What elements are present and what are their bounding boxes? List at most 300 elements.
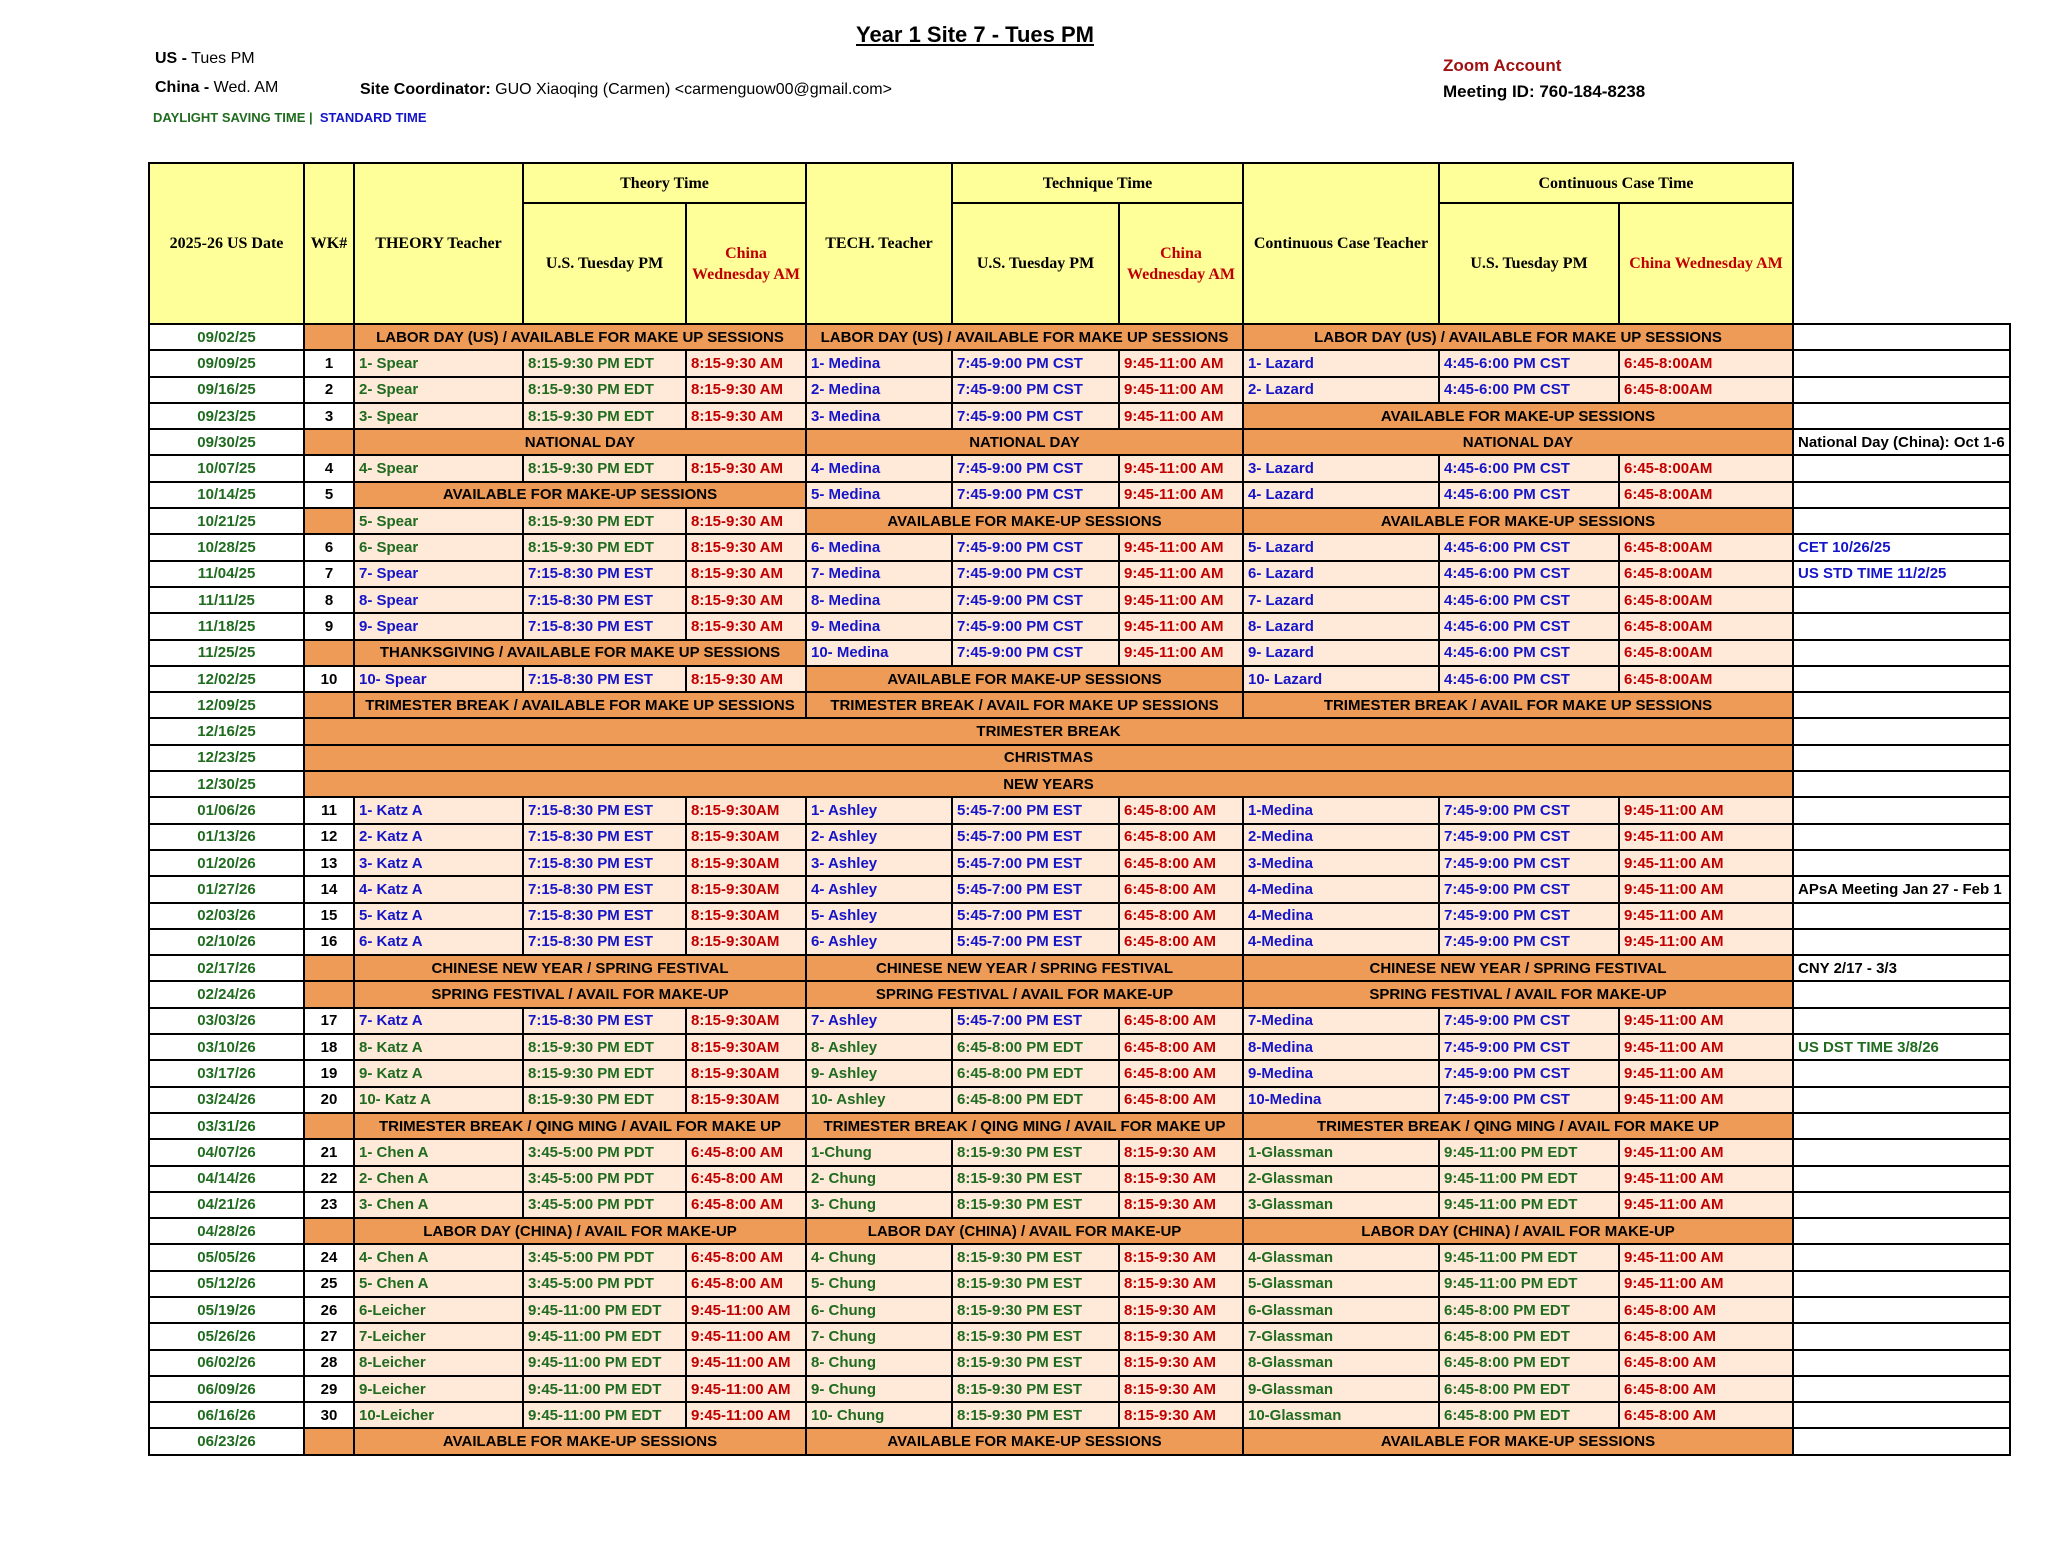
cc-teacher: 6-Glassman xyxy=(1243,1297,1439,1323)
row-event-full: NEW YEARS xyxy=(304,771,1793,797)
tech-teacher: 10- Ashley xyxy=(806,1087,952,1113)
tech-event: CHINESE NEW YEAR / SPRING FESTIVAL xyxy=(806,955,1243,981)
row-note xyxy=(1793,745,2010,771)
table-row xyxy=(149,955,2010,981)
cc-teacher: 1-Medina xyxy=(1243,797,1439,823)
theory-event: TRIMESTER BREAK / AVAILABLE FOR MAKE UP SESSIONS xyxy=(354,692,806,718)
tech-teacher: 5- Medina xyxy=(806,482,952,508)
table-row xyxy=(149,640,2010,666)
cc-teacher: 8- Lazard xyxy=(1243,613,1439,639)
table-row xyxy=(149,1297,2010,1323)
legend-std: STANDARD TIME xyxy=(319,110,427,125)
theory-teacher: 3- Katz A xyxy=(354,850,523,876)
row-week xyxy=(304,981,354,1007)
tech-us-time: 5:45-7:00 PM EST xyxy=(952,850,1119,876)
row-week: 25 xyxy=(304,1271,354,1297)
col-cc-time: Continuous Case Time xyxy=(1439,163,1793,203)
theory-us-time: 9:45-11:00 PM EDT xyxy=(523,1323,686,1349)
theory-china-time: 8:15-9:30AM xyxy=(686,929,806,955)
legend-dst: DAYLIGHT SAVING TIME | xyxy=(153,110,313,125)
theory-teacher: 7- Katz A xyxy=(354,1008,523,1034)
row-week xyxy=(304,508,354,534)
tech-teacher: 5- Chung xyxy=(806,1271,952,1297)
row-date: 02/24/26 xyxy=(149,981,304,1007)
cc-china-time: 6:45-8:00AM xyxy=(1619,613,1793,639)
row-date: 04/07/26 xyxy=(149,1139,304,1165)
row-week: 11 xyxy=(304,797,354,823)
tech-china-time: 9:45-11:00 AM xyxy=(1119,350,1243,376)
cc-teacher: 1-Glassman xyxy=(1243,1139,1439,1165)
theory-us-time: 8:15-9:30 PM EDT xyxy=(523,508,686,534)
tech-us-time: 7:45-9:00 PM CST xyxy=(952,455,1119,481)
cc-us-time: 7:45-9:00 PM CST xyxy=(1439,903,1619,929)
row-week: 5 xyxy=(304,482,354,508)
tech-teacher: 2- Medina xyxy=(806,377,952,403)
table-row xyxy=(149,1166,2010,1192)
table-row xyxy=(149,876,2010,902)
cc-china-time: 6:45-8:00AM xyxy=(1619,587,1793,613)
cc-teacher: 4-Medina xyxy=(1243,929,1439,955)
tech-us-time: 7:45-9:00 PM CST xyxy=(952,482,1119,508)
theory-teacher: 10- Katz A xyxy=(354,1087,523,1113)
row-date: 01/06/26 xyxy=(149,797,304,823)
cc-us-time: 4:45-6:00 PM CST xyxy=(1439,561,1619,587)
cc-us-time: 4:45-6:00 PM CST xyxy=(1439,640,1619,666)
tech-china-time: 9:45-11:00 AM xyxy=(1119,403,1243,429)
theory-us-time: 7:15-8:30 PM EST xyxy=(523,929,686,955)
theory-china-time: 6:45-8:00 AM xyxy=(686,1166,806,1192)
tech-us-time: 8:15-9:30 PM EST xyxy=(952,1244,1119,1270)
tech-us-time: 7:45-9:00 PM CST xyxy=(952,587,1119,613)
row-week: 2 xyxy=(304,377,354,403)
tech-us-time: 8:15-9:30 PM EST xyxy=(952,1297,1119,1323)
theory-us-time: 9:45-11:00 PM EDT xyxy=(523,1350,686,1376)
row-week: 1 xyxy=(304,350,354,376)
cc-us-time: 6:45-8:00 PM EDT xyxy=(1439,1402,1619,1428)
row-date: 05/05/26 xyxy=(149,1244,304,1270)
row-note xyxy=(1793,666,2010,692)
cc-teacher: 7- Lazard xyxy=(1243,587,1439,613)
tech-china-time: 9:45-11:00 AM xyxy=(1119,587,1243,613)
cc-teacher: 10-Glassman xyxy=(1243,1402,1439,1428)
table-row xyxy=(149,1060,2010,1086)
table-row xyxy=(149,613,2010,639)
tech-us-time: 5:45-7:00 PM EST xyxy=(952,876,1119,902)
theory-us-time: 7:15-8:30 PM EST xyxy=(523,876,686,902)
row-note xyxy=(1793,1087,2010,1113)
theory-teacher: 10- Spear xyxy=(354,666,523,692)
row-note xyxy=(1793,587,2010,613)
tech-teacher: 9- Chung xyxy=(806,1376,952,1402)
tech-event: TRIMESTER BREAK / QING MING / AVAIL FOR MAKE UP xyxy=(806,1113,1243,1139)
tech-teacher: 4- Medina xyxy=(806,455,952,481)
cc-us-time: 9:45-11:00 PM EDT xyxy=(1439,1244,1619,1270)
table-row xyxy=(149,1350,2010,1376)
tech-event: AVAILABLE FOR MAKE-UP SESSIONS xyxy=(806,666,1243,692)
theory-china-time: 6:45-8:00 AM xyxy=(686,1271,806,1297)
tech-us-time: 8:15-9:30 PM EST xyxy=(952,1139,1119,1165)
tech-teacher: 10- Medina xyxy=(806,640,952,666)
theory-teacher: 1- Katz A xyxy=(354,797,523,823)
row-note xyxy=(1793,350,2010,376)
table-row xyxy=(149,797,2010,823)
tech-china-time: 9:45-11:00 AM xyxy=(1119,455,1243,481)
us-session-label: US - Tues PM xyxy=(155,50,255,67)
table-row xyxy=(149,1323,2010,1349)
theory-us-time: 8:15-9:30 PM EDT xyxy=(523,455,686,481)
theory-us-time: 8:15-9:30 PM EDT xyxy=(523,1060,686,1086)
row-note xyxy=(1793,929,2010,955)
table-row xyxy=(149,350,2010,376)
tech-china-time: 6:45-8:00 AM xyxy=(1119,1008,1243,1034)
table-row xyxy=(149,1376,2010,1402)
row-date: 03/31/26 xyxy=(149,1113,304,1139)
tech-teacher: 6- Ashley xyxy=(806,929,952,955)
cc-china-time: 6:45-8:00 AM xyxy=(1619,1376,1793,1402)
cc-teacher: 4-Glassman xyxy=(1243,1244,1439,1270)
row-date: 09/09/25 xyxy=(149,350,304,376)
theory-teacher: 7- Spear xyxy=(354,561,523,587)
tech-teacher: 3- Medina xyxy=(806,403,952,429)
row-week xyxy=(304,692,354,718)
cc-china-time: 6:45-8:00AM xyxy=(1619,482,1793,508)
tech-china-time: 6:45-8:00 AM xyxy=(1119,929,1243,955)
theory-us-time: 3:45-5:00 PM PDT xyxy=(523,1271,686,1297)
row-date: 10/14/25 xyxy=(149,482,304,508)
theory-teacher: 1- Spear xyxy=(354,350,523,376)
row-date: 05/19/26 xyxy=(149,1297,304,1323)
row-date: 09/23/25 xyxy=(149,403,304,429)
cc-event: LABOR DAY (CHINA) / AVAIL FOR MAKE-UP xyxy=(1243,1218,1793,1244)
cc-us-time: 6:45-8:00 PM EDT xyxy=(1439,1297,1619,1323)
col-cc-us: U.S. Tuesday PM xyxy=(1439,203,1619,324)
row-date: 09/16/25 xyxy=(149,377,304,403)
theory-us-time: 7:15-8:30 PM EST xyxy=(523,824,686,850)
cc-china-time: 9:45-11:00 AM xyxy=(1619,1008,1793,1034)
table-row xyxy=(149,666,2010,692)
cc-teacher: 4- Lazard xyxy=(1243,482,1439,508)
tech-us-time: 5:45-7:00 PM EST xyxy=(952,903,1119,929)
theory-us-time: 7:15-8:30 PM EST xyxy=(523,587,686,613)
table-row xyxy=(149,1034,2010,1060)
cc-us-time: 9:45-11:00 PM EDT xyxy=(1439,1271,1619,1297)
cc-event: SPRING FESTIVAL / AVAIL FOR MAKE-UP xyxy=(1243,981,1793,1007)
tech-teacher: 8- Medina xyxy=(806,587,952,613)
tech-teacher: 7- Medina xyxy=(806,561,952,587)
theory-china-time: 8:15-9:30 AM xyxy=(686,666,806,692)
tech-teacher: 6- Medina xyxy=(806,534,952,560)
cc-china-time: 9:45-11:00 AM xyxy=(1619,1060,1793,1086)
row-week: 6 xyxy=(304,534,354,560)
row-date: 03/03/26 xyxy=(149,1008,304,1034)
row-date: 01/20/26 xyxy=(149,850,304,876)
row-week: 16 xyxy=(304,929,354,955)
cc-us-time: 4:45-6:00 PM CST xyxy=(1439,482,1619,508)
row-date: 02/17/26 xyxy=(149,955,304,981)
row-date: 06/16/26 xyxy=(149,1402,304,1428)
row-date: 06/09/26 xyxy=(149,1376,304,1402)
row-date: 12/30/25 xyxy=(149,771,304,797)
theory-event: LABOR DAY (CHINA) / AVAIL FOR MAKE-UP xyxy=(354,1218,806,1244)
theory-china-time: 8:15-9:30 AM xyxy=(686,403,806,429)
tech-teacher: 1- Medina xyxy=(806,350,952,376)
theory-us-time: 3:45-5:00 PM PDT xyxy=(523,1139,686,1165)
tech-teacher: 8- Chung xyxy=(806,1350,952,1376)
cc-event: NATIONAL DAY xyxy=(1243,429,1793,455)
row-date: 02/10/26 xyxy=(149,929,304,955)
cc-china-time: 9:45-11:00 AM xyxy=(1619,1271,1793,1297)
theory-teacher: 7-Leicher xyxy=(354,1323,523,1349)
row-note xyxy=(1793,455,2010,481)
tech-china-time: 8:15-9:30 AM xyxy=(1119,1297,1243,1323)
cc-china-time: 9:45-11:00 AM xyxy=(1619,1166,1793,1192)
tech-us-time: 7:45-9:00 PM CST xyxy=(952,534,1119,560)
row-week: 20 xyxy=(304,1087,354,1113)
row-week xyxy=(304,324,354,350)
table-row xyxy=(149,903,2010,929)
table-row xyxy=(149,1244,2010,1270)
tech-china-time: 8:15-9:30 AM xyxy=(1119,1271,1243,1297)
row-note xyxy=(1793,771,2010,797)
theory-china-time: 8:15-9:30 AM xyxy=(686,350,806,376)
row-week: 23 xyxy=(304,1192,354,1218)
row-note: US STD TIME 11/2/25 xyxy=(1793,561,2010,587)
row-week: 21 xyxy=(304,1139,354,1165)
row-note xyxy=(1793,797,2010,823)
theory-china-time: 8:15-9:30AM xyxy=(686,1087,806,1113)
row-date: 10/07/25 xyxy=(149,455,304,481)
row-note: APsA Meeting Jan 27 - Feb 1 xyxy=(1793,876,2010,902)
col-theory-time: Theory Time xyxy=(523,163,806,203)
cc-teacher: 9-Medina xyxy=(1243,1060,1439,1086)
theory-us-time: 8:15-9:30 PM EDT xyxy=(523,377,686,403)
tech-teacher: 2- Chung xyxy=(806,1166,952,1192)
table-row xyxy=(149,403,2010,429)
row-week: 12 xyxy=(304,824,354,850)
cc-teacher: 7-Glassman xyxy=(1243,1323,1439,1349)
cc-china-time: 9:45-11:00 AM xyxy=(1619,1034,1793,1060)
col-tech-time: Technique Time xyxy=(952,163,1243,203)
cc-event: AVAILABLE FOR MAKE-UP SESSIONS xyxy=(1243,1428,1793,1454)
tech-china-time: 6:45-8:00 AM xyxy=(1119,1060,1243,1086)
theory-us-time: 7:15-8:30 PM EST xyxy=(523,850,686,876)
cc-teacher: 5-Glassman xyxy=(1243,1271,1439,1297)
cc-teacher: 5- Lazard xyxy=(1243,534,1439,560)
theory-china-time: 8:15-9:30 AM xyxy=(686,455,806,481)
table-row xyxy=(149,981,2010,1007)
theory-china-time: 6:45-8:00 AM xyxy=(686,1192,806,1218)
theory-us-time: 8:15-9:30 PM EDT xyxy=(523,403,686,429)
tech-china-time: 8:15-9:30 AM xyxy=(1119,1350,1243,1376)
table-row xyxy=(149,718,2010,744)
theory-teacher: 4- Spear xyxy=(354,455,523,481)
theory-us-time: 8:15-9:30 PM EDT xyxy=(523,1034,686,1060)
cc-china-time: 6:45-8:00 AM xyxy=(1619,1297,1793,1323)
theory-event: AVAILABLE FOR MAKE-UP SESSIONS xyxy=(354,482,806,508)
row-date: 11/11/25 xyxy=(149,587,304,613)
cc-teacher: 2-Glassman xyxy=(1243,1166,1439,1192)
row-note: US DST TIME 3/8/26 xyxy=(1793,1034,2010,1060)
row-note xyxy=(1793,324,2010,350)
tech-event: TRIMESTER BREAK / AVAIL FOR MAKE UP SESSIONS xyxy=(806,692,1243,718)
cc-us-time: 4:45-6:00 PM CST xyxy=(1439,587,1619,613)
tech-event: LABOR DAY (US) / AVAILABLE FOR MAKE UP SESSIONS xyxy=(806,324,1243,350)
theory-china-time: 8:15-9:30 AM xyxy=(686,534,806,560)
tech-teacher: 3- Ashley xyxy=(806,850,952,876)
col-tech-teacher: TECH. Teacher xyxy=(806,163,952,324)
tech-china-time: 9:45-11:00 AM xyxy=(1119,613,1243,639)
table-row xyxy=(149,1402,2010,1428)
tech-event: AVAILABLE FOR MAKE-UP SESSIONS xyxy=(806,508,1243,534)
row-date: 11/04/25 xyxy=(149,561,304,587)
cc-us-time: 7:45-9:00 PM CST xyxy=(1439,1087,1619,1113)
row-note xyxy=(1793,903,2010,929)
tech-us-time: 7:45-9:00 PM CST xyxy=(952,377,1119,403)
theory-china-time: 8:15-9:30 AM xyxy=(686,508,806,534)
row-date: 02/03/26 xyxy=(149,903,304,929)
tech-us-time: 5:45-7:00 PM EST xyxy=(952,929,1119,955)
row-note: CET 10/26/25 xyxy=(1793,534,2010,560)
cc-china-time: 9:45-11:00 AM xyxy=(1619,824,1793,850)
zoom-meeting-id: Meeting ID: 760-184-8238 xyxy=(1443,82,1646,101)
col-cc-cn: China Wednesday AM xyxy=(1619,203,1793,324)
tech-china-time: 6:45-8:00 AM xyxy=(1119,1087,1243,1113)
theory-event: NATIONAL DAY xyxy=(354,429,806,455)
table-row xyxy=(149,1113,2010,1139)
row-date: 03/24/26 xyxy=(149,1087,304,1113)
row-note xyxy=(1793,692,2010,718)
row-week: 14 xyxy=(304,876,354,902)
row-week: 3 xyxy=(304,403,354,429)
theory-event: THANKSGIVING / AVAILABLE FOR MAKE UP SESSIONS xyxy=(354,640,806,666)
theory-us-time: 3:45-5:00 PM PDT xyxy=(523,1166,686,1192)
tech-teacher: 9- Ashley xyxy=(806,1060,952,1086)
theory-teacher: 4- Katz A xyxy=(354,876,523,902)
china-session-label: China - Wed. AM xyxy=(155,79,279,96)
theory-us-time: 7:15-8:30 PM EST xyxy=(523,1008,686,1034)
row-note xyxy=(1793,1008,2010,1034)
table-row xyxy=(149,1271,2010,1297)
theory-china-time: 8:15-9:30AM xyxy=(686,1060,806,1086)
tech-china-time: 6:45-8:00 AM xyxy=(1119,850,1243,876)
theory-china-time: 8:15-9:30AM xyxy=(686,1034,806,1060)
row-week xyxy=(304,1428,354,1454)
row-week: 29 xyxy=(304,1376,354,1402)
table-row xyxy=(149,1428,2010,1454)
table-row xyxy=(149,1087,2010,1113)
theory-teacher: 2- Katz A xyxy=(354,824,523,850)
table-row xyxy=(149,561,2010,587)
row-week: 30 xyxy=(304,1402,354,1428)
row-week xyxy=(304,955,354,981)
cc-event: TRIMESTER BREAK / QING MING / AVAIL FOR MAKE UP xyxy=(1243,1113,1793,1139)
tech-us-time: 7:45-9:00 PM CST xyxy=(952,403,1119,429)
cc-teacher: 3-Medina xyxy=(1243,850,1439,876)
row-event-full: TRIMESTER BREAK xyxy=(304,718,1793,744)
col-cc-teacher: Continuous Case Teacher xyxy=(1243,163,1439,324)
theory-us-time: 9:45-11:00 PM EDT xyxy=(523,1297,686,1323)
row-note xyxy=(1793,1350,2010,1376)
table-row xyxy=(149,929,2010,955)
theory-china-time: 8:15-9:30 AM xyxy=(686,587,806,613)
cc-us-time: 6:45-8:00 PM EDT xyxy=(1439,1376,1619,1402)
row-week: 8 xyxy=(304,587,354,613)
col-theory-cn: China Wednesday AM xyxy=(686,203,806,324)
tech-china-time: 8:15-9:30 AM xyxy=(1119,1376,1243,1402)
tech-teacher: 1- Ashley xyxy=(806,797,952,823)
cc-teacher: 4-Medina xyxy=(1243,903,1439,929)
row-note xyxy=(1793,508,2010,534)
theory-teacher: 4- Chen A xyxy=(354,1244,523,1270)
theory-us-time: 7:15-8:30 PM EST xyxy=(523,613,686,639)
tech-us-time: 8:15-9:30 PM EST xyxy=(952,1192,1119,1218)
row-date: 04/21/26 xyxy=(149,1192,304,1218)
row-week: 13 xyxy=(304,850,354,876)
tech-china-time: 8:15-9:30 AM xyxy=(1119,1402,1243,1428)
row-note xyxy=(1793,1218,2010,1244)
theory-china-time: 8:15-9:30 AM xyxy=(686,613,806,639)
cc-teacher: 10- Lazard xyxy=(1243,666,1439,692)
theory-teacher: 6- Spear xyxy=(354,534,523,560)
cc-us-time: 4:45-6:00 PM CST xyxy=(1439,377,1619,403)
theory-event: AVAILABLE FOR MAKE-UP SESSIONS xyxy=(354,1428,806,1454)
tech-china-time: 8:15-9:30 AM xyxy=(1119,1139,1243,1165)
row-date: 12/16/25 xyxy=(149,718,304,744)
tech-china-time: 6:45-8:00 AM xyxy=(1119,824,1243,850)
table-row xyxy=(149,745,2010,771)
table-row xyxy=(149,850,2010,876)
row-date: 05/12/26 xyxy=(149,1271,304,1297)
table-row xyxy=(149,1218,2010,1244)
theory-china-time: 8:15-9:30AM xyxy=(686,876,806,902)
row-week: 24 xyxy=(304,1244,354,1270)
row-note xyxy=(1793,482,2010,508)
row-note: National Day (China): Oct 1-6 xyxy=(1793,429,2010,455)
row-week: 10 xyxy=(304,666,354,692)
col-tech-us: U.S. Tuesday PM xyxy=(952,203,1119,324)
cc-us-time: 7:45-9:00 PM CST xyxy=(1439,824,1619,850)
tech-china-time: 9:45-11:00 AM xyxy=(1119,482,1243,508)
tech-us-time: 5:45-7:00 PM EST xyxy=(952,824,1119,850)
row-date: 06/23/26 xyxy=(149,1428,304,1454)
theory-teacher: 8-Leicher xyxy=(354,1350,523,1376)
cc-china-time: 6:45-8:00AM xyxy=(1619,377,1793,403)
cc-us-time: 7:45-9:00 PM CST xyxy=(1439,1034,1619,1060)
cc-china-time: 6:45-8:00AM xyxy=(1619,666,1793,692)
tech-event: NATIONAL DAY xyxy=(806,429,1243,455)
tech-china-time: 9:45-11:00 AM xyxy=(1119,561,1243,587)
tech-us-time: 8:15-9:30 PM EST xyxy=(952,1350,1119,1376)
table-row xyxy=(149,587,2010,613)
theory-china-time: 8:15-9:30AM xyxy=(686,850,806,876)
row-date: 11/18/25 xyxy=(149,613,304,639)
col-theory-teacher: THEORY Teacher xyxy=(354,163,523,324)
tech-china-time: 9:45-11:00 AM xyxy=(1119,640,1243,666)
theory-china-time: 8:15-9:30AM xyxy=(686,903,806,929)
row-week xyxy=(304,429,354,455)
cc-us-time: 9:45-11:00 PM EDT xyxy=(1439,1139,1619,1165)
row-date: 04/14/26 xyxy=(149,1166,304,1192)
table-row xyxy=(149,429,2010,455)
row-week: 28 xyxy=(304,1350,354,1376)
cc-us-time: 4:45-6:00 PM CST xyxy=(1439,455,1619,481)
tech-event: SPRING FESTIVAL / AVAIL FOR MAKE-UP xyxy=(806,981,1243,1007)
cc-teacher: 1- Lazard xyxy=(1243,350,1439,376)
row-date: 12/09/25 xyxy=(149,692,304,718)
theory-us-time: 8:15-9:30 PM EDT xyxy=(523,350,686,376)
cc-china-time: 6:45-8:00 AM xyxy=(1619,1402,1793,1428)
table-row xyxy=(149,377,2010,403)
